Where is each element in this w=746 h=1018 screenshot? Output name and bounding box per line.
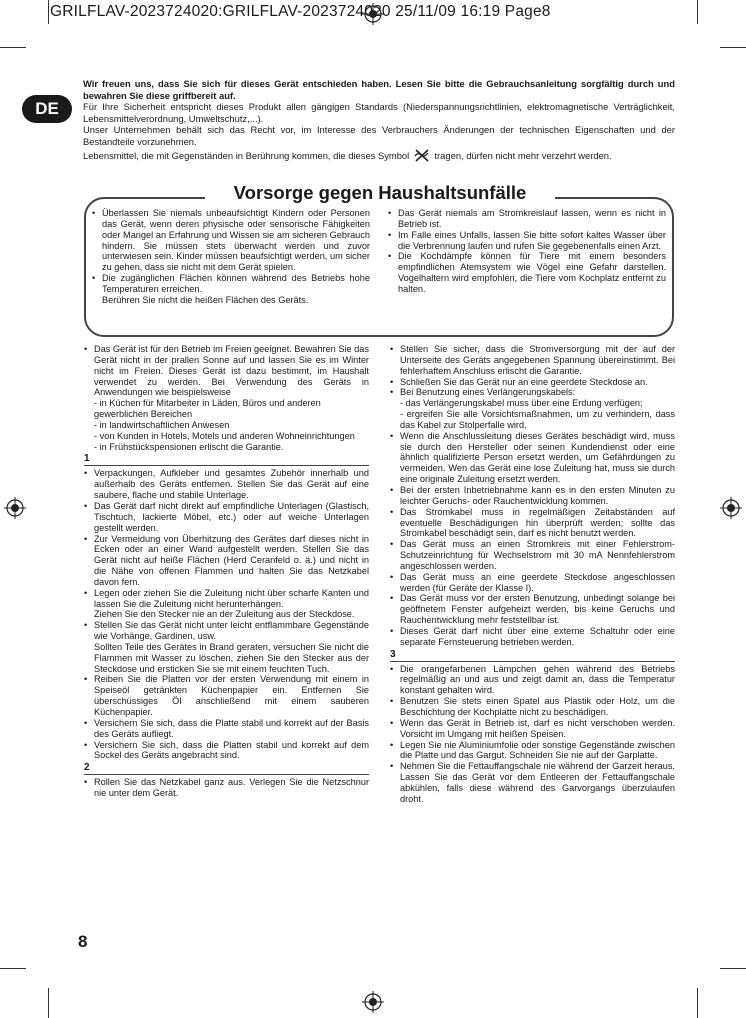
list-item: • Reiben Sie die Platten vor der ersten Verwendung mit einem in Speiseöl getränkten Küchenpapier ein. Entfernen Sie überschüssiges Öl anschließend mit einem sauberen Küchenpapier.	[84, 674, 369, 717]
sub-item: - das Verlängerungskabel muss über eine Erdung verfügen;	[400, 398, 643, 409]
list-item: • Versichern Sie sich, dass die Platten stabil und korrekt auf dem Sockel des Geräts angebracht sind.	[84, 740, 369, 762]
list-item: • Das Gerät niemals am Stromkreislauf lassen, wenn es nicht in Betrieb ist.	[388, 208, 666, 230]
list-item: • Das Stromkabel muss in regelmäßigen Zeitabständen auf eventuelle Beschädigungen hin überprüft werden; sollte das Stromkabel beschädigt sein, darf es nicht benutzt werden.	[390, 507, 675, 540]
list-item: • Wenn die Anschlussleitung dieses Gerätes beschädigt wird, muss sie durch den Hersteller oder seinen Kundendienst oder eine ähnlich qualifizierte Person ersetzt werden, um Gefährdungen zu vermeiden. Wen das Gerät eine lose Zuleitung hat, muss sie durch eine originale Zuleitung ersetzt werden.	[390, 431, 675, 485]
intro-paragraph	[83, 148, 675, 162]
list-item: • Wenn das Gerät in Betrieb ist, darf es nicht verschoben werden. Vorsicht im Umgang mit heißen Speisen.	[390, 718, 675, 740]
list-item-text: Bei Benutzung eines Verlängerungskabels:	[400, 387, 576, 398]
list-item: • Schließen Sie das Gerät nur an eine geerdete Steckdose an.	[390, 377, 675, 388]
list-item	[84, 344, 369, 452]
list-item: • Das Gerät darf nicht direkt auf empfindliche Unterlagen (Glastisch, Tischtuch, lackierte Möbel, etc.) oder auf weiche Unterlagen gestellt werden.	[84, 501, 369, 534]
list-item: • Nehmen Sie die Fettauffangschale nie während der Garzeit heraus. Lassen Sie das Gerät vor dem Entleeren der Fettauffangschale abkühlen, falls diese während des Garvorgangs überzulaufen droht.	[390, 761, 675, 804]
list-item-continuation: Ziehen Sie den Stecker nie an der Zuleitung aus der Steckdose.	[94, 609, 355, 620]
intro-symbol-text: tragen, dürfen nicht mehr verzehrt werden.	[434, 149, 612, 161]
registration-mark-icon	[720, 497, 742, 519]
list-item: • Bei der ersten Inbetriebnahme kann es in den ersten Minuten zu leichter Geruchs- oder Rauchentwicklung kommen.	[390, 485, 675, 507]
not-food-safe-icon	[412, 148, 432, 162]
list-item-continuation: Berühren Sie nicht die heißen Flächen des Geräts.	[102, 294, 309, 305]
list-item: • Rollen Sie das Netzkabel ganz aus. Verlegen Sie die Netzschnur nie unter dem Gerät.	[84, 777, 369, 799]
warning-box-right-column	[388, 208, 666, 295]
sub-item: - in Küchen für Mitarbeiter in Läden, Büros und anderen gewerblichen Bereichen	[94, 398, 321, 420]
list-item: • Stellen Sie das Gerät nicht unter leicht entflammbare Gegenstände wie Vorhänge, Gardinen, usw.	[84, 620, 369, 642]
registration-mark-icon	[4, 497, 26, 519]
list-item	[390, 387, 675, 430]
list-item: • Legen Sie nie Aluminiumfolie oder sonstige Gegenstände zwischen die Platte und das Gargut. Schneiden Sie nie auf der Garplatte.	[390, 740, 675, 762]
list-item: • Versichern Sie sich, dass die Platte stabil und korrekt auf der Basis des Geräts aufliegt.	[84, 718, 369, 740]
list-item: • Benutzen Sie stets einen Spatel aus Plastik oder Holz, um die Beschichtung der Kochplatte nicht zu beschädigen.	[390, 696, 675, 718]
language-badge: DE	[22, 95, 72, 123]
sub-item: - von Kunden in Hotels, Motels und anderen Wohneinrichtungen	[94, 430, 355, 441]
intro-text	[83, 78, 675, 162]
list-item: • Die zugänglichen Flächen können während des Betriebs hohe Temperaturen erreichen.	[92, 273, 370, 295]
intro-paragraph: Für Ihre Sicherheit entspricht dieses Produkt allen gängigen Standards (Niederspannungsrichtlinien, elektromagnetische Verträglichkeit, Lebensmittelverordnung, Umweltschutz,...).	[83, 101, 675, 124]
page-number: 8	[78, 932, 88, 951]
list-item: • Die Kochdämpfe können für Tiere mit einem besonders empfindlichen Atemsystem wie Vögel eine Gefahr darstellen. Vogelhaltern wird empfohlen, die Tiere vom Kochplatz entfernt zu halten.	[388, 251, 666, 294]
sub-item: - in landwirtschaftlichen Anwesen	[94, 419, 230, 430]
left-column	[84, 344, 369, 799]
step-number: 1	[84, 453, 369, 466]
registration-mark-icon	[362, 991, 384, 1013]
list-item-text: Das Gerät ist für den Betrieb im Freien geeignet. Bewahren Sie das Gerät nicht in der prallen Sonne auf und lassen Sie es im Winter nicht im Freien. Dieses Gerät ist dazu bestimmt, im Haushalt verwendet zu werden. Bei Verwendung des Geräts in Anwendungen wie beispielsweise	[94, 344, 369, 398]
warning-box-left-column	[92, 208, 370, 306]
list-item: • Das Gerät muss an einen Stromkreis mit einer Fehlerstrom-Schutzeinrichtung für Wechselstrom mit 30 mA Nennfehlerstrom angeschlossen werden.	[390, 539, 675, 572]
sub-item: - ergreifen Sie alle Vorsichtsmaßnahmen, um zu verhindern, dass das Kabel zur Stolperfalle wird.	[400, 409, 675, 430]
right-column	[390, 344, 675, 805]
list-item: • Das Gerät muss an eine geerdete Steckdose angeschlossen werden (für Geräte der Klasse I).	[390, 572, 675, 594]
step-number: 2	[84, 762, 369, 775]
list-item: • Zur Vermeidung von Überhitzung des Gerätes darf dieses nicht in Ecken oder an einer Wand aufgestellt werden. Stellen Sie das Gerät nicht auf heiße Flächen (Herd Ceranfeld o. ä.) und nicht in die Nähe von offenen Flammen und halten Sie das Netzkabel davon fern.	[84, 534, 369, 588]
list-item: • Überlassen Sie niemals unbeaufsichtigt Kindern oder Personen das Gerät, wenn deren physische oder sensorische Fähigkeiten oder Mangel an Erfahrung und Wissen sie am sicheren Gebrauch hindern. Sie müssen stets überwacht werden und zuvor unterwiesen sein. Kinder müssen beaufsichtigt werden, um sicher zu gehen, dass sie nicht mit dem Gerät spielen.	[92, 208, 370, 273]
list-item: • Dieses Gerät darf nicht über eine externe Schaltuhr oder eine separate Fernsteuerung betrieben werden.	[390, 626, 675, 648]
list-item: • Stellen Sie sicher, dass die Stromversorgung mit der auf der Unterseite des Geräts angegebenen Spannung übereinstimmt. Bei fehlerhaftem Anschluss erlischt die Garantie.	[390, 344, 675, 377]
section-title: Vorsorge gegen Haushaltsunfälle	[205, 182, 555, 204]
intro-symbol-text: Lebensmittel, die mit Gegenständen in Berührung kommen, die dieses Symbol	[83, 149, 410, 161]
sub-item: - in Frühstückspensionen erlischt die Garantie.	[94, 441, 284, 452]
list-item-continuation: Sollten Teile des Gerätes in Brand geraten, versuchen Sie nicht die Flammen mit Wasser zu löschen, ziehen Sie den Stecker aus der Steckdose und ersticken Sie sie mit einem feuchten Tuch.	[94, 641, 369, 674]
list-item: • Legen oder ziehen Sie die Zuleitung nicht über scharfe Kanten und lassen Sie die Zuleitung nicht herunterhängen.	[84, 588, 369, 610]
list-item: • Im Falle eines Unfalls, lassen Sie bitte sofort kaltes Wasser über die Verbrennung laufen und rufen Sie gegebenenfalls einen Arzt.	[388, 230, 666, 252]
intro-paragraph: Unser Unternehmen behält sich das Recht vor, im Interesse des Verbrauchers Änderungen der technischen Eigenschaften und der Bestandteile vorzunehmen.	[83, 124, 675, 147]
list-item: • Die orangefarbenen Lämpchen gehen während des Betriebs regelmäßig an und aus und zeigt damit an, dass die Temperatur konstant gehalten wird.	[390, 664, 675, 697]
intro-bold: Wir freuen uns, dass Sie sich für dieses Gerät entschieden haben. Lesen Sie bitte die Gebrauchsanleitung sorgfältig durch und bewahren Sie diese griffbereit auf.	[83, 78, 675, 101]
print-slug-header: GRILFLAV-2023724020:GRILFLAV-2023724020 25/11/09 16:19 Page8	[50, 3, 551, 20]
list-item: • Verpackungen, Aufkleber und gesamtes Zubehör innerhalb und außerhalb des Geräts entfernen. Stellen Sie das Gerät auf eine saubere, flache und stabile Unterlage.	[84, 468, 369, 501]
step-number: 3	[390, 649, 675, 662]
list-item: • Das Gerät muss vor der ersten Benutzung, unbedingt solange bei geöffnetem Fenster aufgeheizt werden, bis keine Geruchs und Rauchentwicklung mehr feststellbar ist.	[390, 593, 675, 626]
